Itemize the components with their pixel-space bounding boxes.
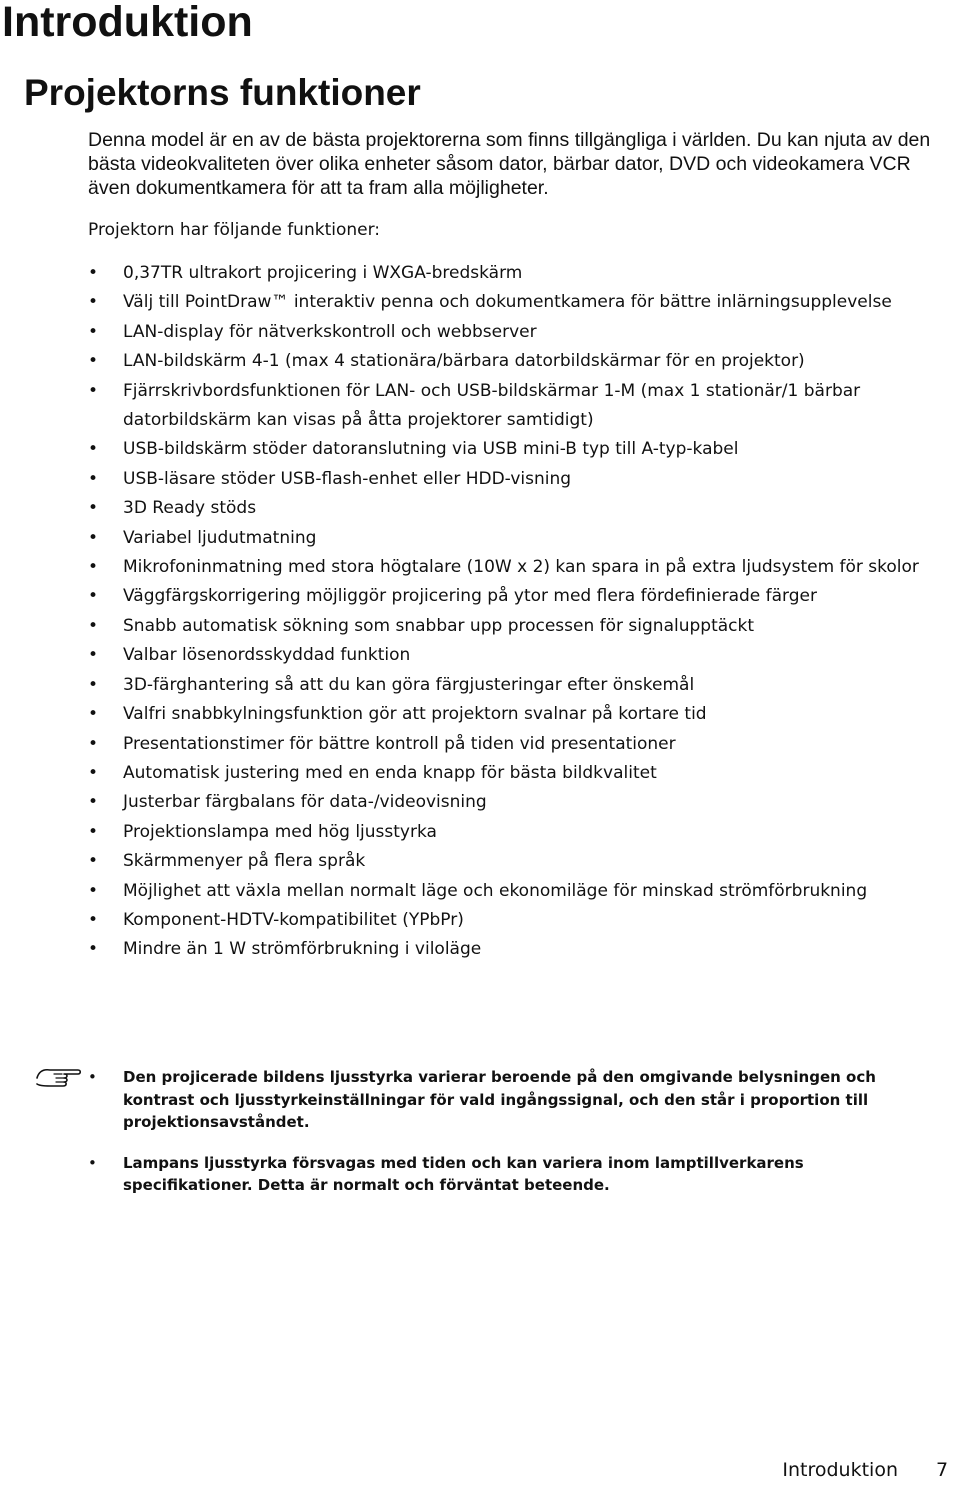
- section-title: Projektorns funktioner: [24, 72, 421, 113]
- feature-text: Fjärrskrivbordsfunktionen för LAN- och USB-bildskärmar 1-M (max 1 stationär/1 bärbar datorbildskärm kan visas på åtta projektorer samtidigt): [123, 380, 861, 431]
- note-item: [88, 1152, 938, 1197]
- bullet: •: [88, 939, 99, 960]
- feature-item: [88, 347, 960, 376]
- note-text: Lampans ljusstyrka försvagas med tiden och kan variera inom lamptillverkarens specifikationer. Detta är normalt och förväntat beteende.: [123, 1153, 804, 1194]
- feature-item: [88, 700, 960, 729]
- feature-item: [88, 377, 960, 436]
- feature-text: Mindre än 1 W strömförbrukning i viloläge: [123, 939, 482, 960]
- features-lead: Projektorn har följande funktioner:: [88, 220, 381, 240]
- bullet: •: [88, 292, 99, 313]
- feature-text: 3D Ready stöds: [123, 498, 257, 519]
- feature-text: Väggfärgskorrigering möjliggör projicering på ytor med flera fördefinierade färger: [123, 586, 817, 607]
- feature-text: Presentationstimer för bättre kontroll på tiden vid presentationer: [123, 733, 676, 754]
- bullet: •: [88, 880, 99, 901]
- bullet: •: [88, 674, 99, 695]
- feature-item: [88, 935, 960, 964]
- bullet: •: [88, 762, 99, 783]
- feature-item: [88, 847, 960, 876]
- bullet: •: [88, 439, 99, 460]
- feature-item: [88, 259, 960, 288]
- feature-item: [88, 494, 960, 523]
- page-number: 7: [936, 1459, 949, 1481]
- feature-text: Möjlighet att växla mellan normalt läge och ekonomiläge för minskad strömförbrukning: [123, 880, 868, 901]
- feature-item: [88, 906, 960, 935]
- feature-text: Snabb automatisk sökning som snabbar upp processen för signalupptäckt: [123, 615, 755, 636]
- intro-paragraph: Denna model är en av de bästa projektorerna som finns tillgängliga i världen. Du kan njuta av den bästa videokvaliteten över olika enheter såsom dator, bärbar dator, DVD och videokamera VCR även dokumentkamera för att ta fram alla möjligheter.: [88, 129, 931, 199]
- chapter-title: Introduktion: [2, 0, 253, 46]
- feature-text: Justerbar färgbalans för data-/videovisning: [123, 792, 487, 813]
- feature-text: Välj till PointDraw™ interaktiv penna och dokumentkamera för bättre inlärningsupplevelse: [123, 292, 892, 313]
- feature-text: LAN-display för nätverkskontroll och webbserver: [123, 321, 537, 342]
- bullet: •: [88, 557, 99, 578]
- feature-item: [88, 818, 960, 847]
- bullet: •: [88, 792, 99, 813]
- page-footer: [782, 1455, 960, 1485]
- feature-text: Komponent-HDTV-kompatibilitet (YPbPr): [123, 909, 464, 930]
- feature-text: LAN-bildskärm 4-1 (max 4 stationära/bärbara datorbildskärmar för en projektor): [123, 351, 805, 372]
- bullet: •: [88, 615, 99, 636]
- bullet: •: [88, 351, 99, 372]
- feature-item: [88, 877, 960, 906]
- feature-text: USB-läsare stöder USB-flash-enhet eller HDD-visning: [123, 468, 572, 489]
- bullet: •: [88, 704, 99, 725]
- bullet: •: [88, 321, 99, 342]
- bullet: •: [88, 909, 99, 930]
- feature-item: [88, 671, 960, 700]
- feature-item: [88, 288, 960, 317]
- bullet: •: [88, 586, 99, 607]
- feature-text: 3D-färghantering så att du kan göra färgjusteringar efter önskemål: [123, 674, 695, 695]
- bullet: •: [88, 821, 99, 842]
- footer-section-label: Introduktion: [782, 1459, 898, 1481]
- feature-item: [88, 465, 960, 494]
- note-list: [88, 1066, 938, 1215]
- bullet: •: [88, 645, 99, 666]
- feature-text: Mikrofoninmatning med stora högtalare (10W x 2) kan spara in på extra ljudsystem för skolor: [123, 557, 919, 578]
- feature-text: Variabel ljudutmatning: [123, 527, 317, 548]
- feature-item: [88, 553, 960, 582]
- bullet: •: [88, 1068, 97, 1086]
- feature-text: Skärmmenyer på flera språk: [123, 851, 366, 872]
- feature-text: Valbar lösenordsskyddad funktion: [123, 645, 411, 666]
- note-item: [88, 1066, 938, 1134]
- feature-item: [88, 435, 960, 464]
- feature-text: Automatisk justering med en enda knapp för bästa bildkvalitet: [123, 762, 657, 783]
- bullet: •: [88, 851, 99, 872]
- bullet: •: [88, 468, 99, 489]
- feature-item: [88, 641, 960, 670]
- note-text: Den projicerade bildens ljusstyrka varierar beroende på den omgivande belysningen och kontrast och ljusstyrkeinställningar för vald ingångssignal, och den står i proportion till projektionsavståndet.: [123, 1068, 876, 1131]
- bullet: •: [88, 733, 99, 754]
- bullet: •: [88, 263, 99, 283]
- feature-text: 0,37TR ultrakort projicering i WXGA-bredskärm: [123, 263, 523, 283]
- feature-item: [88, 318, 960, 347]
- feature-text: Projektionslampa med hög ljusstyrka: [123, 821, 437, 842]
- bullet: •: [88, 380, 99, 401]
- bullet: •: [88, 498, 99, 519]
- pointing-hand-icon: [34, 1062, 84, 1092]
- feature-text: Valfri snabbkylningsfunktion gör att projektorn svalnar på kortare tid: [123, 704, 707, 725]
- bullet: •: [88, 1153, 97, 1172]
- feature-item: [88, 582, 960, 611]
- feature-list: [88, 259, 960, 965]
- feature-item: [88, 788, 960, 817]
- feature-item: [88, 759, 960, 788]
- feature-item: [88, 730, 960, 759]
- feature-item: [88, 612, 960, 641]
- bullet: •: [88, 527, 99, 548]
- feature-item: [88, 524, 960, 553]
- feature-text: USB-bildskärm stöder datoranslutning via USB mini-B typ till A-typ-kabel: [123, 439, 739, 460]
